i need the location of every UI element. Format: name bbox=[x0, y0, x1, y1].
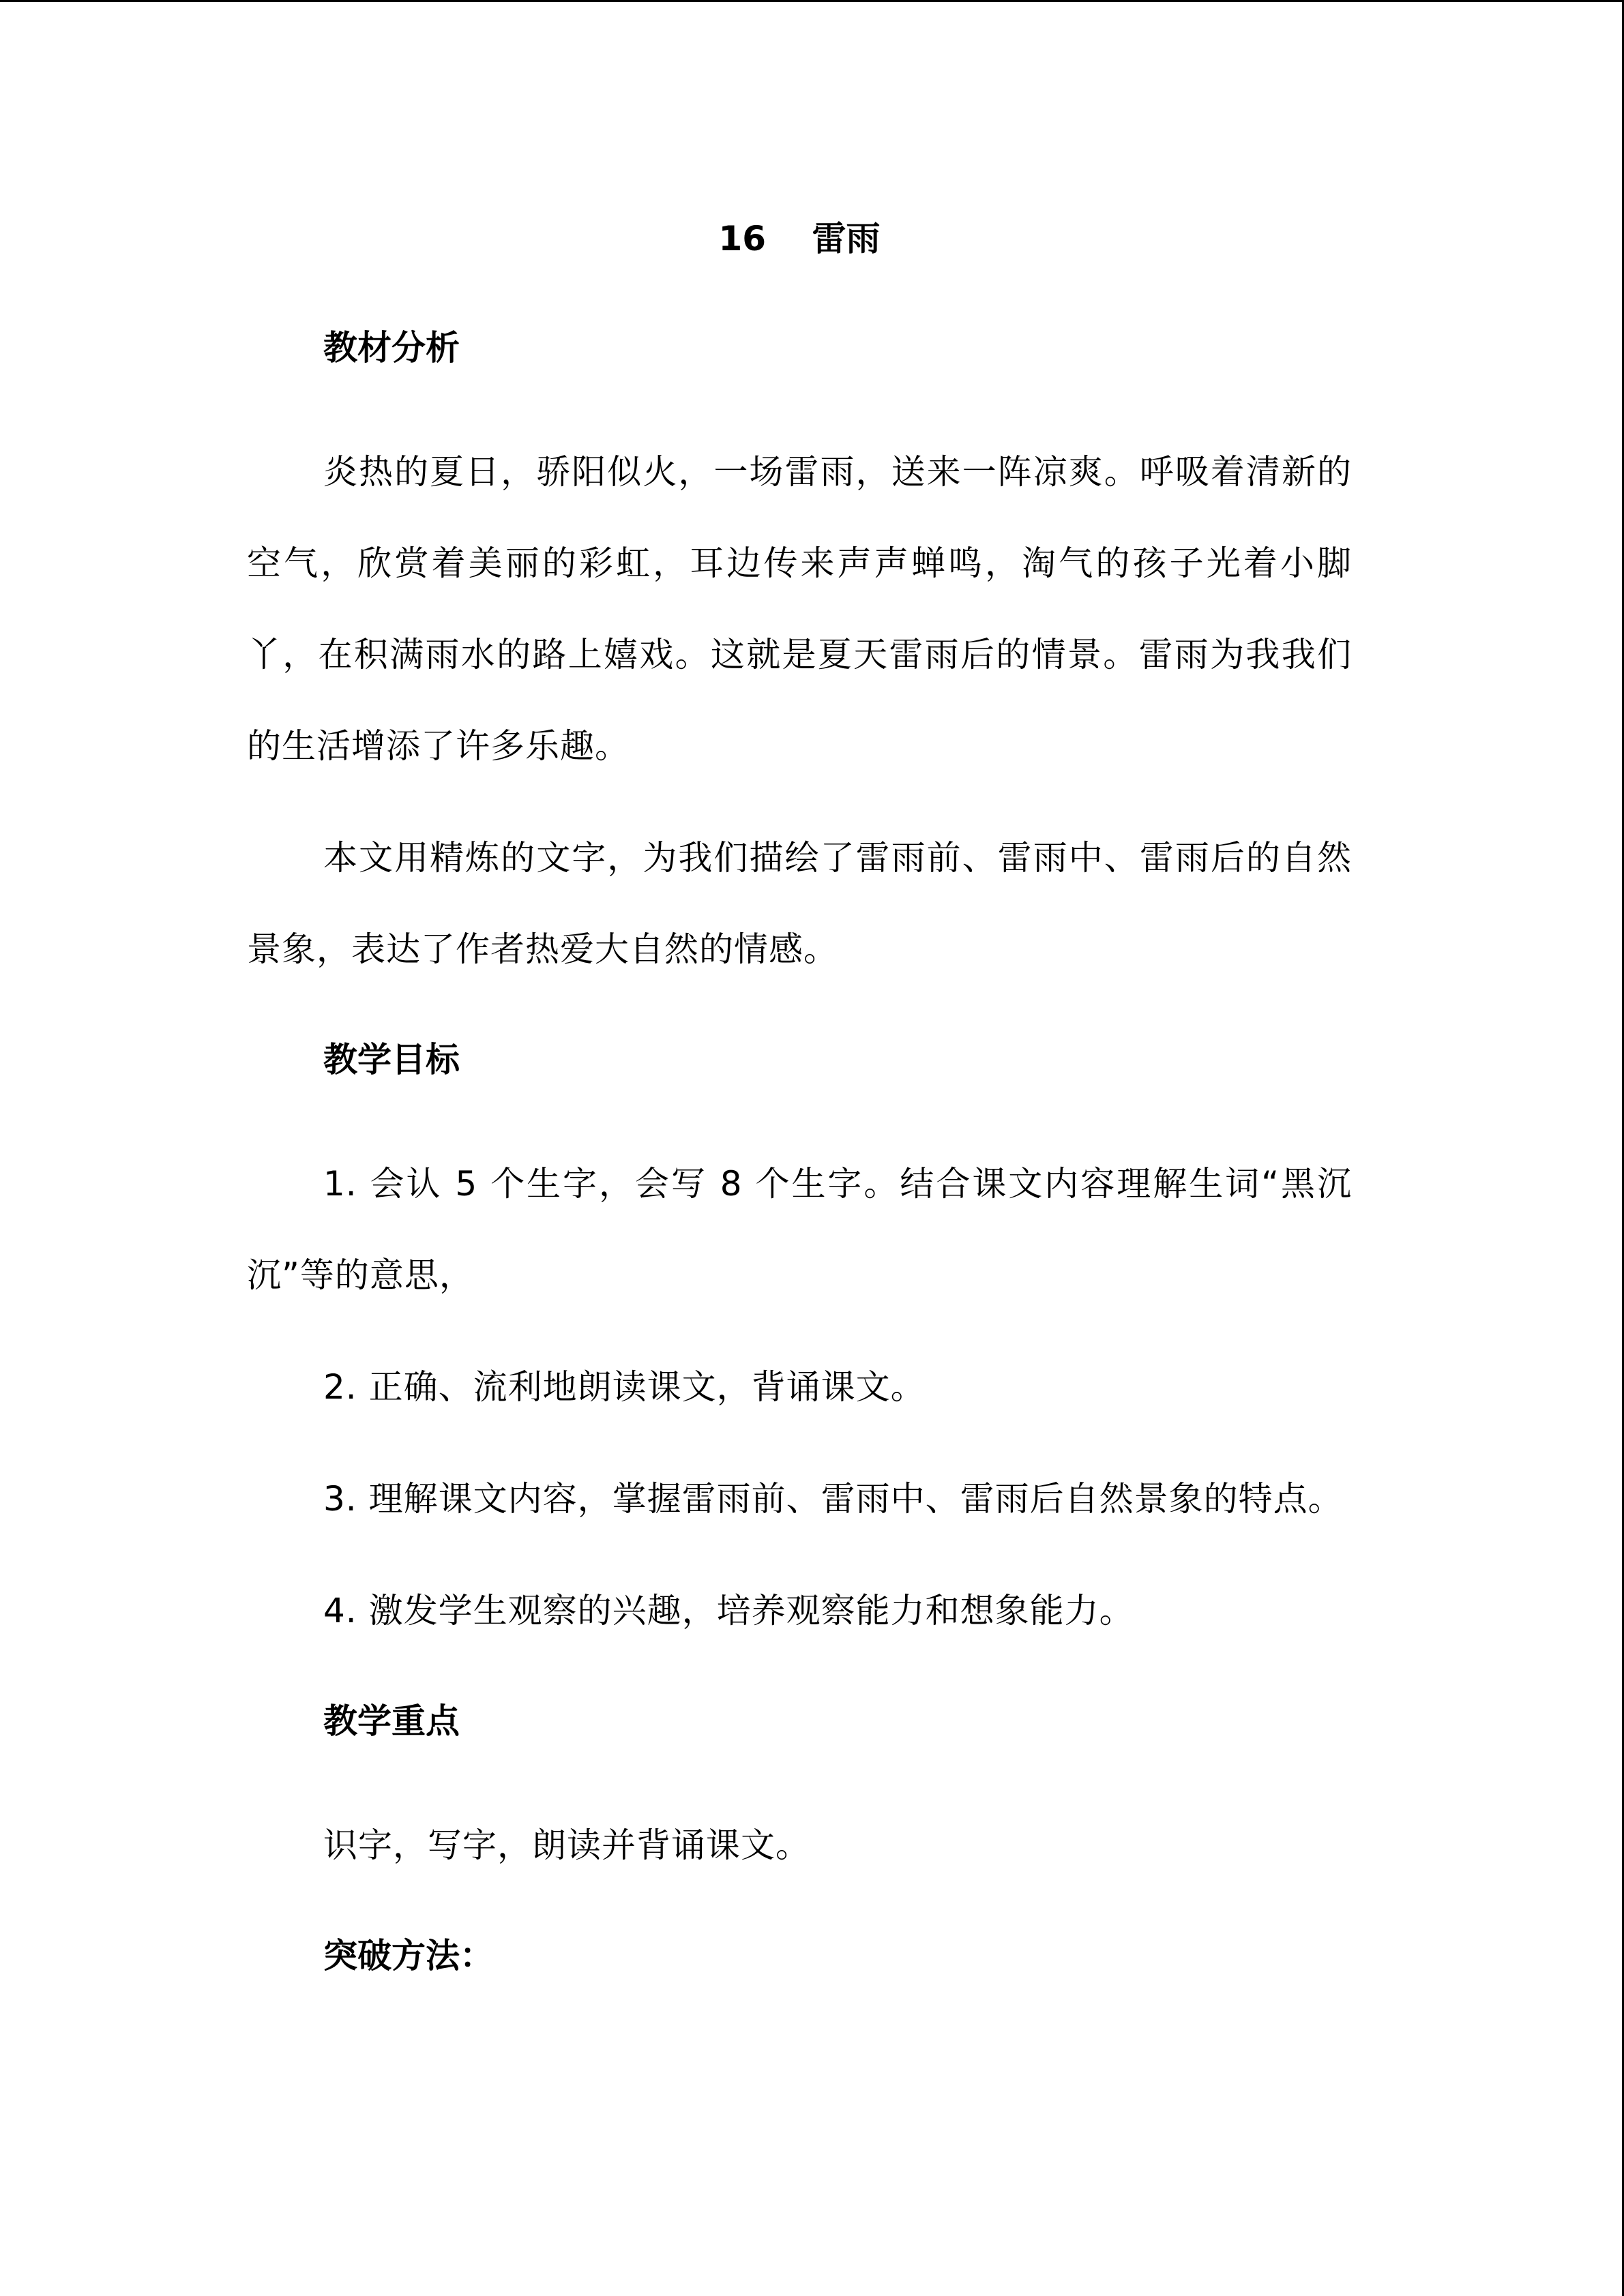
analysis-paragraph-1: 炎热的夏日，骄阳似火，一场雷雨，送来一阵凉爽。呼吸着清新的空气，欣赏着美丽的彩虹，耳边传来声声蝉鸣，淘气的孩子光着小脚丫，在积满雨水的路上嬉戏。这就是夏天雷雨后的情景。雷雨为我我们的生活增添了许多乐趣。 bbox=[247, 452, 1352, 766]
section-heading-methods: 突破方法： bbox=[323, 1936, 494, 1976]
section-heading-key-points: 教学重点 bbox=[323, 1701, 460, 1741]
analysis-paragraph-2: 本文用精炼的文字，为我们描绘了雷雨前、雷雨中、雷雨后的自然景象，表达了作者热爱大自然的情感。 bbox=[247, 838, 1352, 969]
key-points-text: 识字，写字，朗读并背诵课文。 bbox=[323, 1825, 810, 1865]
goal-item-2: 2. 正确、流利地朗读课文，背诵课文。 bbox=[323, 1367, 926, 1407]
section-heading-goals: 教学目标 bbox=[323, 1040, 460, 1079]
goal-item-4: 4. 激发学生观察的兴趣，培养观察能力和想象能力。 bbox=[323, 1591, 1134, 1630]
goal-item-1: 1. 会认 5 个生字，会写 8 个生字。结合课文内容理解生词“黑沉沉”等的意思， bbox=[247, 1164, 1352, 1295]
section-heading-analysis: 教材分析 bbox=[323, 328, 460, 368]
document-body bbox=[247, 205, 1352, 2034]
page-title: 16 雷雨 bbox=[718, 219, 881, 258]
goal-item-3: 3. 理解课文内容，掌握雷雨前、雷雨中、雷雨后自然景象的特点。 bbox=[323, 1479, 1343, 1519]
page-border-top bbox=[0, 0, 1624, 2]
